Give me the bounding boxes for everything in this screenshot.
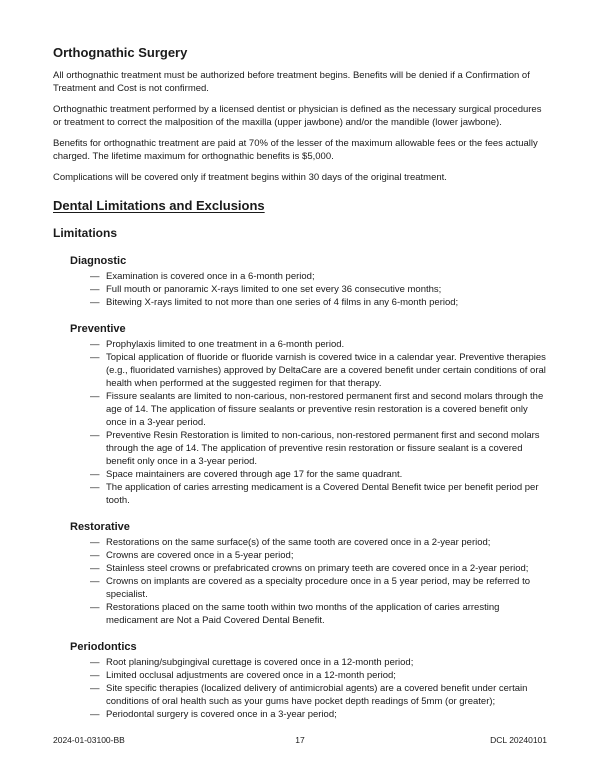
dash-bullet: — [90, 297, 100, 308]
dash-bullet: — [90, 391, 100, 402]
paragraph: Benefits for orthognathic treatment are paid at 70% of the lesser of the maximum allowable fees or the fees actually charged. The lifetime maximum for orthognathic benefits is $5,000. [53, 138, 538, 162]
list-item [90, 351, 547, 390]
list-item [90, 536, 547, 549]
dash-bullet: — [90, 657, 100, 668]
footer-document-code: 2024-01-03100-BB [53, 735, 125, 745]
list-item-text: Preventive Resin Restoration is limited to non-carious, non-restored permanent first and second molars through the age of 14. The application of preventive resin restoration or fissure sealant is a covered benefit only once in a 3-year period. [106, 430, 540, 467]
dash-bullet: — [90, 352, 100, 363]
list-item [90, 575, 547, 601]
dash-bullet: — [90, 284, 100, 295]
category-heading-preventive: Preventive [70, 323, 126, 335]
list-item [90, 708, 547, 721]
footer-page-number: 17 [295, 735, 305, 745]
dash-bullet: — [90, 339, 100, 350]
list-item [90, 390, 547, 429]
category-heading-restorative: Restorative [70, 521, 130, 533]
list-item-text: Bitewing X-rays limited to not more than one series of 4 films in any 6-month period; [106, 297, 459, 308]
dash-bullet: — [90, 563, 100, 574]
list-item-text: Fissure sealants are limited to non-carious, non-restored permanent first and second molars through the age of 14. The application of fissure sealants or preventive resin restoration is a covered benefit only once in a 3-year period. [106, 391, 544, 428]
list-item [90, 669, 547, 682]
list-item-text: Restorations placed on the same tooth within two months of the application of caries arresting medicament are Not a Paid Covered Dental Benefit. [106, 602, 500, 626]
list-item-text: Full mouth or panoramic X-rays limited to one set every 36 consecutive months; [106, 284, 442, 295]
list-item-text: Periodontal surgery is covered once in a 3-year period; [106, 709, 337, 720]
list-item-text: Site specific therapies (localized delivery of antimicrobial agents) are a covered benefit under certain conditions of oral health such as your gums have pocket depth readings of 5mm (or greater); [106, 683, 528, 707]
dash-bullet: — [90, 576, 100, 587]
list-item [90, 283, 547, 296]
list-item [90, 429, 547, 468]
list-item [90, 549, 547, 562]
category-heading-periodontics: Periodontics [70, 641, 137, 653]
list-item [90, 338, 547, 351]
dash-bullet: — [90, 537, 100, 548]
list-item-text: Crowns are covered once in a 5-year period; [106, 550, 294, 561]
dash-bullet: — [90, 469, 100, 480]
page-footer [53, 735, 547, 746]
list-item-text: Examination is covered once in a 6-month period; [106, 271, 315, 282]
dash-bullet: — [90, 670, 100, 681]
list-item-text: Limited occlusal adjustments are covered once in a 12-month period; [106, 670, 396, 681]
restorative-list [90, 536, 547, 627]
category-heading-diagnostic: Diagnostic [70, 255, 127, 267]
paragraph: All orthognathic treatment must be authorized before treatment begins. Benefits will be denied if a Confirmation of Treatment and Cost is not confirmed. [53, 70, 530, 94]
list-item-text: Stainless steel crowns or prefabricated crowns on primary teeth are covered once in a 2-year period; [106, 563, 529, 574]
list-item-text: Topical application of fluoride or fluoride varnish is covered twice in a calendar year. Preventive therapies (e.g., fluoridated varnishes) approved by DeltaCare are a covered benefit under certain conditions of oral health when performed at the suggested regimen for that therapy. [106, 352, 546, 389]
dash-bullet: — [90, 709, 100, 720]
section-heading-limitations-exclusions: Dental Limitations and Exclusions [53, 198, 265, 213]
list-item-text: Crowns on implants are covered as a specialty procedure once in a 5 year period, may be referred to specialist. [106, 576, 531, 600]
list-item [90, 270, 547, 283]
list-item [90, 682, 547, 708]
page-title: Orthognathic Surgery [53, 45, 188, 60]
dash-bullet: — [90, 430, 100, 441]
list-item [90, 468, 547, 481]
paragraph: Orthognathic treatment performed by a licensed dentist or physician is defined as the necessary surgical procedures or treatment to correct the malposition of the maxilla (upper jawbone) and/or the mandible (lower jawbone). [53, 104, 542, 128]
list-item-text: Space maintainers are covered through age 17 for the same quadrant. [106, 469, 403, 480]
footer-revision-code: DCL 20240101 [490, 735, 548, 745]
list-item-text: The application of caries arresting medicament is a Covered Dental Benefit twice per benefit period per tooth. [106, 482, 539, 506]
list-item [90, 656, 547, 669]
dash-bullet: — [90, 683, 100, 694]
dash-bullet: — [90, 271, 100, 282]
list-item-text: Restorations on the same surface(s) of the same tooth are covered once in a 2-year period; [106, 537, 491, 548]
dash-bullet: — [90, 550, 100, 561]
periodontics-list [90, 656, 547, 721]
list-item [90, 562, 547, 575]
diagnostic-list [90, 270, 547, 309]
subheading-limitations: Limitations [53, 226, 118, 240]
list-item-text: Root planing/subgingival curettage is covered once in a 12-month period; [106, 657, 414, 668]
preventive-list [90, 338, 547, 507]
dash-bullet: — [90, 482, 100, 493]
list-item [90, 481, 547, 507]
dash-bullet: — [90, 602, 100, 613]
list-item [90, 601, 547, 627]
list-item [90, 296, 547, 309]
list-item-text: Prophylaxis limited to one treatment in a 6-month period. [106, 339, 345, 350]
paragraph: Complications will be covered only if treatment begins within 30 days of the original treatment. [53, 172, 447, 183]
